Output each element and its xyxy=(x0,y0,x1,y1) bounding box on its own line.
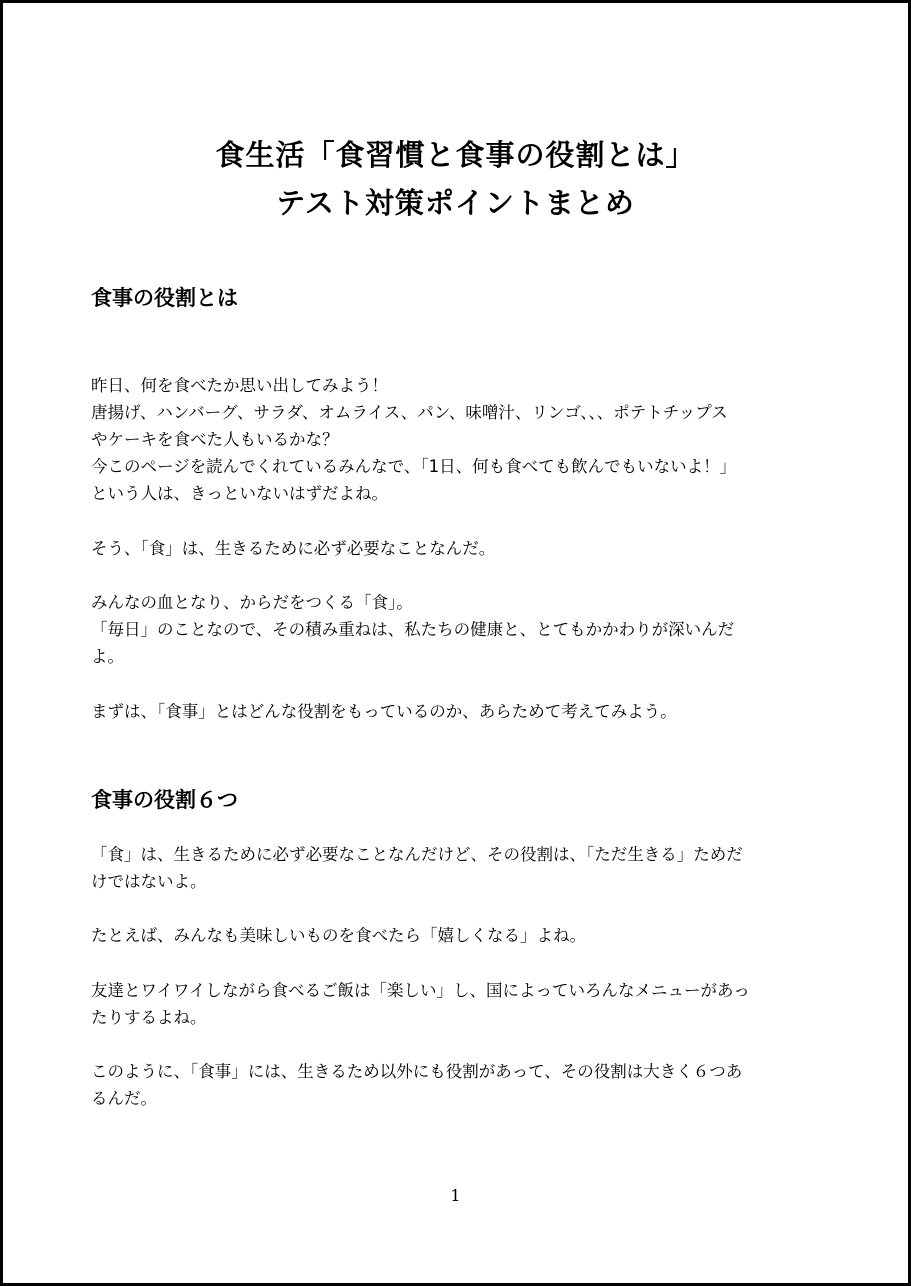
text-line: たりするよね。 xyxy=(91,1008,207,1027)
section-heading-six-roles: 食事の役割６つ xyxy=(91,788,238,812)
paragraph-think-again xyxy=(91,698,831,725)
text-line: けではないよ。 xyxy=(91,872,207,891)
text-line: 友達とワイワイしながら食べるご飯は「楽しい」し、国によっていろんなメニューがあっ xyxy=(91,981,750,1000)
text-line: 昨日、何を食べたか思い出してみよう！ xyxy=(91,376,388,395)
text-line: 「毎日」のことなので、その積み重ねは、私たちの健康と、とてもかかわりが深いんだ xyxy=(91,620,735,639)
paragraph-daily-health xyxy=(91,589,831,670)
text-line: るんだ。 xyxy=(91,1089,157,1108)
title-line-2: テスト対策ポイントまとめ xyxy=(276,186,635,220)
title-line-1: 食生活「食習慣と食事の役割とは」 xyxy=(215,138,696,172)
text-line: そう、「食」は、生きるために必ず必要なことなんだ。 xyxy=(91,539,496,558)
paragraph-not-only-living xyxy=(91,841,831,895)
text-line: 「食」は、生きるために必ず必要なことなんだけど、その役割は、「ただ生きる」ためだ xyxy=(91,845,743,864)
paragraph-six-roles-intro xyxy=(91,1058,831,1112)
page-number: 1 xyxy=(450,1186,461,1205)
paragraph-food-necessity xyxy=(91,535,831,562)
document-title xyxy=(3,131,908,227)
paragraph-friends-fun xyxy=(91,977,831,1031)
paragraph-recall-yesterday xyxy=(91,372,831,507)
paragraph-delicious-happy xyxy=(91,922,831,949)
text-line: このように、「食事」には、生きるため以外にも役割があって、その役割は大きく６つあ xyxy=(91,1062,743,1081)
text-line: 今このページを読んでくれているみんなで、「1日、何も食べても飲んでもいないよ！」 xyxy=(91,457,737,476)
section-heading-meal-role: 食事の役割とは xyxy=(91,286,238,310)
text-line: という人は、きっといないはずだよね。 xyxy=(91,484,388,503)
text-line: 唐揚げ、ハンバーグ、サラダ、オムライス、パン、味噌汁、リンゴ、、、ポテトチップス xyxy=(91,403,728,422)
text-line: まずは、「食事」とはどんな役割をもっているのか、あらためて考えてみよう。 xyxy=(91,702,677,721)
text-line: たとえば、みんなも美味しいものを食べたら「嬉しくなる」よね。 xyxy=(91,926,586,945)
text-line: やケーキを食べた人もいるかな？ xyxy=(91,430,339,449)
text-line: よ。 xyxy=(91,647,124,666)
text-line: みんなの血となり、からだをつくる「食」。 xyxy=(91,593,413,612)
